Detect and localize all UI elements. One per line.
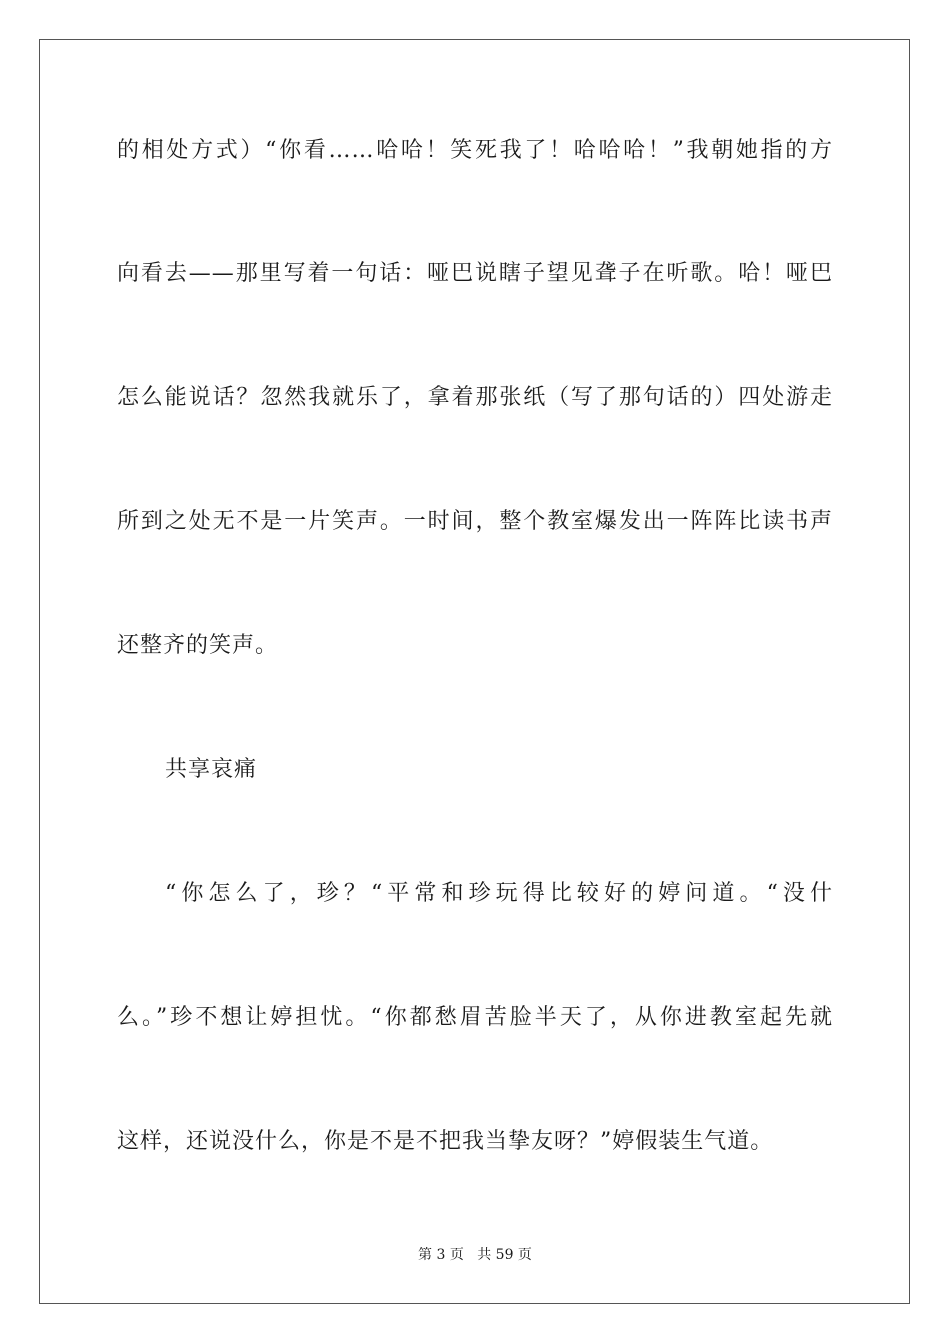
paragraph-line: 向看去——那里写着一句话：哑巴说瞎子望见聋子在听歌。哈！哑巴: [117, 261, 833, 286]
paragraph-line: 这样，还说没什么，你是不是不把我当挚友呀？”婷假装生气道。: [117, 1129, 774, 1154]
paragraph-line: 的相处方式）“你看……哈哈！笑死我了！哈哈哈！”我朝她指的方: [117, 138, 833, 163]
page-number: 第 3 页: [418, 1247, 464, 1263]
paragraph-line: “你怎么了，珍？“平常和珍玩得比较好的婷问道。“没什: [165, 881, 833, 906]
page-total: 共 59 页: [477, 1247, 532, 1263]
paragraph-line: 怎么能说话？忽然我就乐了，拿着那张纸（写了那句话的）四处游走: [117, 385, 833, 410]
page-footer: [0, 1245, 950, 1265]
paragraph-line: 还整齐的笑声。: [117, 633, 279, 658]
page-border: [39, 39, 910, 1304]
section-heading: 共享哀痛: [165, 757, 258, 782]
paragraph-line: 所到之处无不是一片笑声。一时间，整个教室爆发出一阵阵比读书声: [117, 509, 833, 534]
paragraph-line: 么。”珍不想让婷担忧。“你都愁眉苦脸半天了，从你进教室起先就: [117, 1005, 833, 1030]
